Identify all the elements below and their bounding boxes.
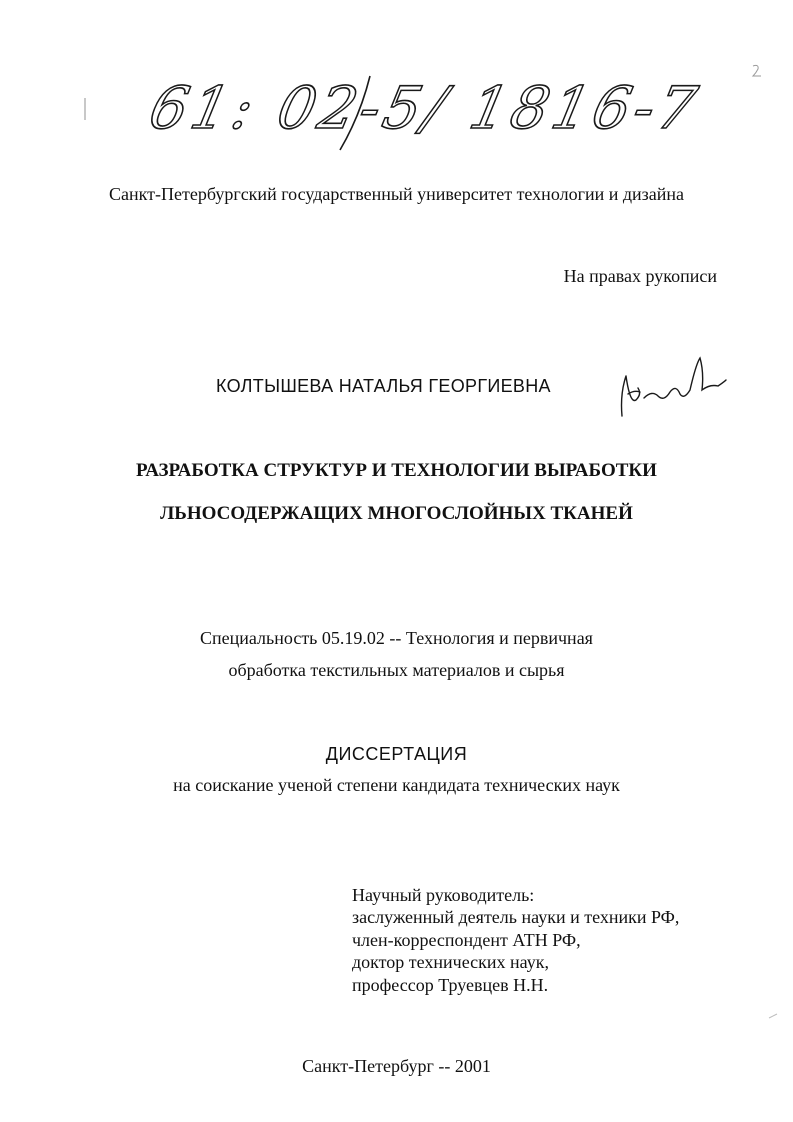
corner-pencil-mark (750, 62, 764, 80)
supervisor-title-line: член-корреспондент АТН РФ, (352, 929, 581, 950)
archive-code-text: 61: 02-5/ 1816-7 (143, 74, 707, 142)
degree-statement: на соискание ученой степени кандидата технических наук (173, 775, 620, 795)
document-type: ДИССЕРТАЦИЯ (325, 744, 468, 764)
specialty-line-2: обработка текстильных материалов и сырья (228, 660, 565, 680)
supervisor-title-line: доктор технических наук, (352, 952, 549, 973)
handwritten-archive-code-graphic (143, 66, 707, 156)
university-name: Санкт-Петербургский государственный университет технологии и дизайна (109, 184, 684, 204)
manuscript-rights-note: На правах рукописи (563, 266, 717, 286)
margin-tick-mark (768, 1012, 778, 1020)
specialty-line-1: Специальность 05.19.02 -- Технология и первичная (200, 628, 593, 648)
scan-margin-mark (84, 98, 86, 120)
supervisor-title-line: заслуженный деятель науки и техники РФ, (352, 907, 680, 928)
handwritten-archive-code (143, 66, 707, 156)
author-name: КОЛТЫШЕВА НАТАЛЬЯ ГЕОРГИЕВНА (216, 376, 551, 396)
supervisor-block (352, 884, 679, 996)
dissertation-title-line-1: РАЗРАБОТКА СТРУКТУР И ТЕХНОЛОГИИ ВЫРАБОТКИ (136, 460, 657, 481)
supervisor-name-line: профессор Труевцев Н.Н. (352, 974, 549, 995)
city-and-year: Санкт-Петербург -- 2001 (302, 1056, 491, 1076)
author-signature (618, 354, 728, 424)
dissertation-title-line-2: ЛЬНОСОДЕРЖАЩИХ МНОГОСЛОЙНЫХ ТКАНЕЙ (160, 503, 633, 524)
supervisor-heading: Научный руководитель: (352, 885, 535, 905)
